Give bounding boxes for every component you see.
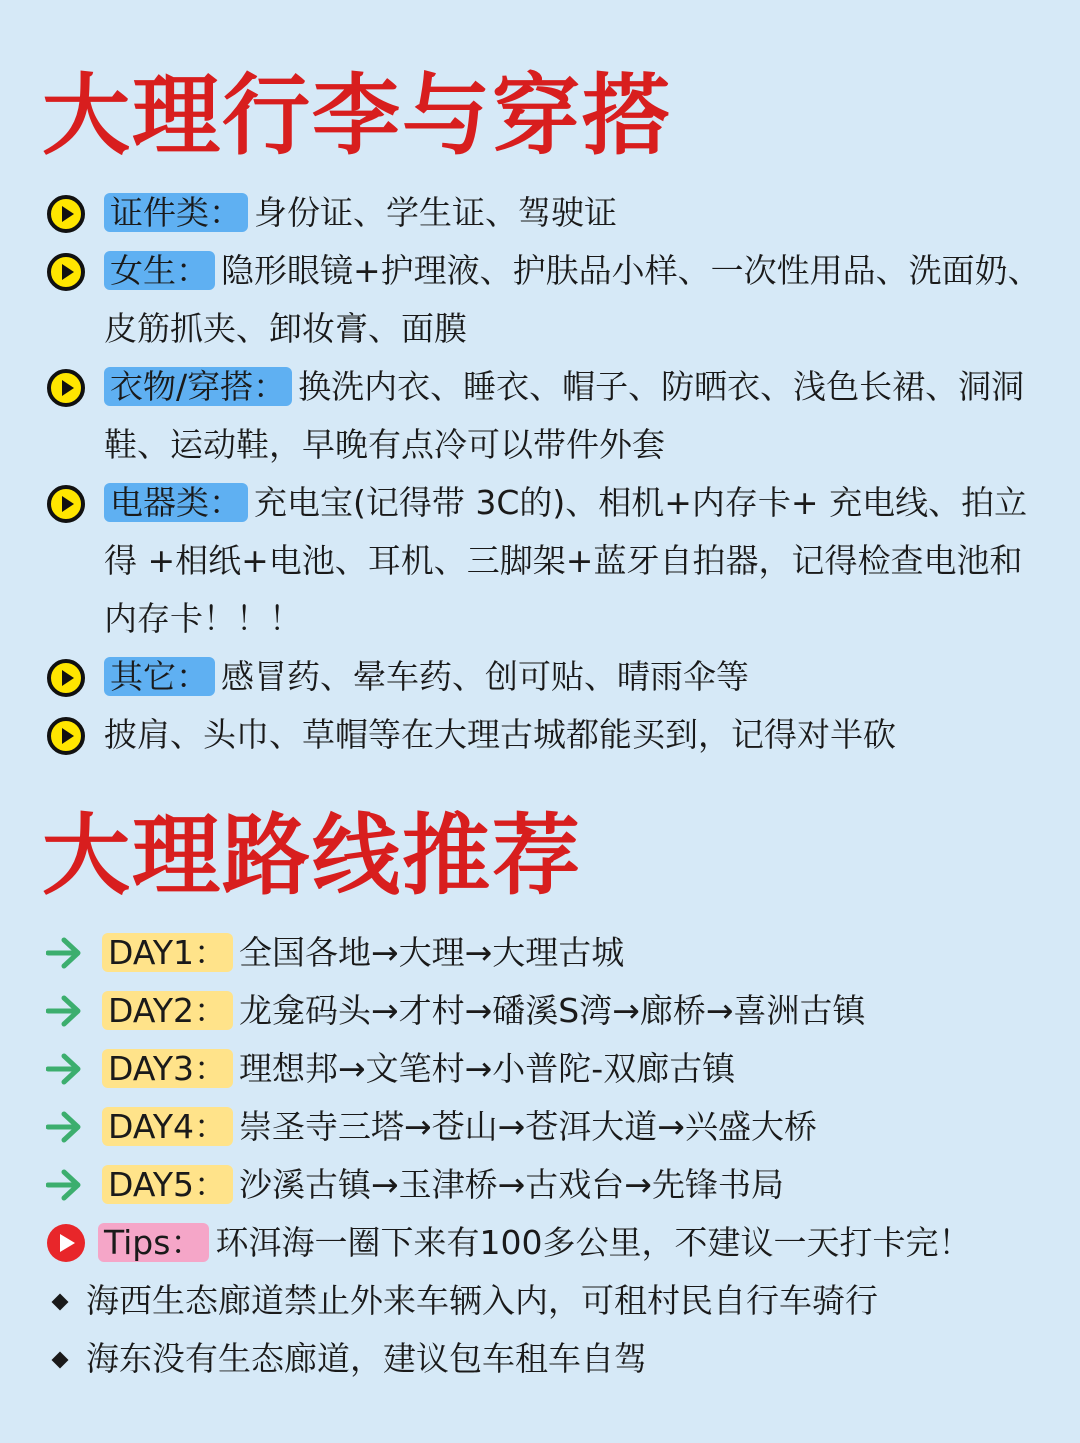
packing-text: 换洗内衣、睡衣、帽子、防晒衣、浅色长裙、洞洞鞋、运动鞋，早晚有点冷可以带件外套 bbox=[104, 367, 1025, 464]
day-route-text: 沙溪古镇→玉津桥→古戏台→先锋书局 bbox=[239, 1165, 784, 1204]
packing-text: 披肩、头巾、草帽等在大理古城都能买到，记得对半砍 bbox=[104, 715, 896, 754]
tips-row bbox=[46, 1214, 1046, 1272]
day-tag: DAY4： bbox=[102, 1107, 233, 1146]
tips-text: 环洱海一圈下来有100多公里，不建议一天打卡完！ bbox=[215, 1223, 972, 1262]
right-arrow-icon bbox=[46, 936, 84, 970]
right-arrow-icon bbox=[46, 1052, 84, 1086]
packing-item-documents bbox=[46, 184, 1046, 242]
play-circle-icon bbox=[46, 658, 86, 698]
red-play-circle-icon bbox=[46, 1223, 86, 1263]
play-circle-icon bbox=[46, 716, 86, 756]
day-tag: DAY2： bbox=[102, 991, 233, 1030]
play-circle-icon bbox=[46, 252, 86, 292]
day-tag: DAY1： bbox=[102, 933, 233, 972]
play-circle-icon bbox=[46, 368, 86, 408]
play-circle-icon bbox=[46, 484, 86, 524]
right-arrow-icon bbox=[46, 994, 84, 1028]
packing-item-clothing bbox=[46, 358, 1046, 474]
packing-tag: 衣物/穿搭： bbox=[104, 367, 292, 406]
packing-item-women bbox=[46, 242, 1046, 358]
packing-tag: 其它： bbox=[104, 657, 215, 696]
route-day-4 bbox=[46, 1098, 1046, 1156]
day-route-text: 崇圣寺三塔→苍山→苍洱大道→兴盛大桥 bbox=[239, 1107, 817, 1146]
packing-text: 充电宝(记得带 3C的)、相机+内存卡+ 充电线、拍立得 +相纸+电池、耳机、三脚架+蓝牙自拍器，记得检查电池和内存卡！！！ bbox=[104, 483, 1028, 638]
packing-title: 大理行李与穿搭 bbox=[42, 64, 673, 167]
day-route-text: 理想邦→文笔村→小普陀-双廊古镇 bbox=[239, 1049, 736, 1088]
bullet-item bbox=[50, 1272, 1050, 1330]
packing-tag: 电器类： bbox=[104, 483, 248, 522]
bullet-text: 海东没有生态廊道，建议包车租车自驾 bbox=[86, 1339, 647, 1378]
packing-text: 感冒药、晕车药、创可贴、晴雨伞等 bbox=[221, 657, 749, 696]
packing-tag: 女生： bbox=[104, 251, 215, 290]
packing-tag: 证件类： bbox=[104, 193, 248, 232]
day-tag: DAY5： bbox=[102, 1165, 233, 1204]
day-route-text: 全国各地→大理→大理古城 bbox=[239, 933, 625, 972]
packing-text: 身份证、学生证、驾驶证 bbox=[254, 193, 617, 232]
route-day-5 bbox=[46, 1156, 1046, 1214]
packing-item-buy-local bbox=[46, 706, 1046, 764]
packing-item-other bbox=[46, 648, 1046, 706]
right-arrow-icon bbox=[46, 1168, 84, 1202]
route-day-3 bbox=[46, 1040, 1046, 1098]
packing-text: 隐形眼镜+护理液、护肤品小样、一次性用品、洗面奶、皮筋抓夹、卸妆膏、面膜 bbox=[104, 251, 1041, 348]
packing-item-electronics bbox=[46, 474, 1046, 648]
route-day-2 bbox=[46, 982, 1046, 1040]
right-arrow-icon bbox=[46, 1110, 84, 1144]
day-tag: DAY3： bbox=[102, 1049, 233, 1088]
play-circle-icon bbox=[46, 194, 86, 234]
route-day-1 bbox=[46, 924, 1046, 982]
routes-title: 大理路线推荐 bbox=[42, 804, 583, 907]
day-route-text: 龙龛码头→才村→磻溪S湾→廊桥→喜洲古镇 bbox=[239, 991, 866, 1030]
bullet-text: 海西生态廊道禁止外来车辆入内，可租村民自行车骑行 bbox=[86, 1281, 878, 1320]
tips-tag: Tips： bbox=[98, 1223, 209, 1262]
bullet-item bbox=[50, 1330, 1050, 1388]
